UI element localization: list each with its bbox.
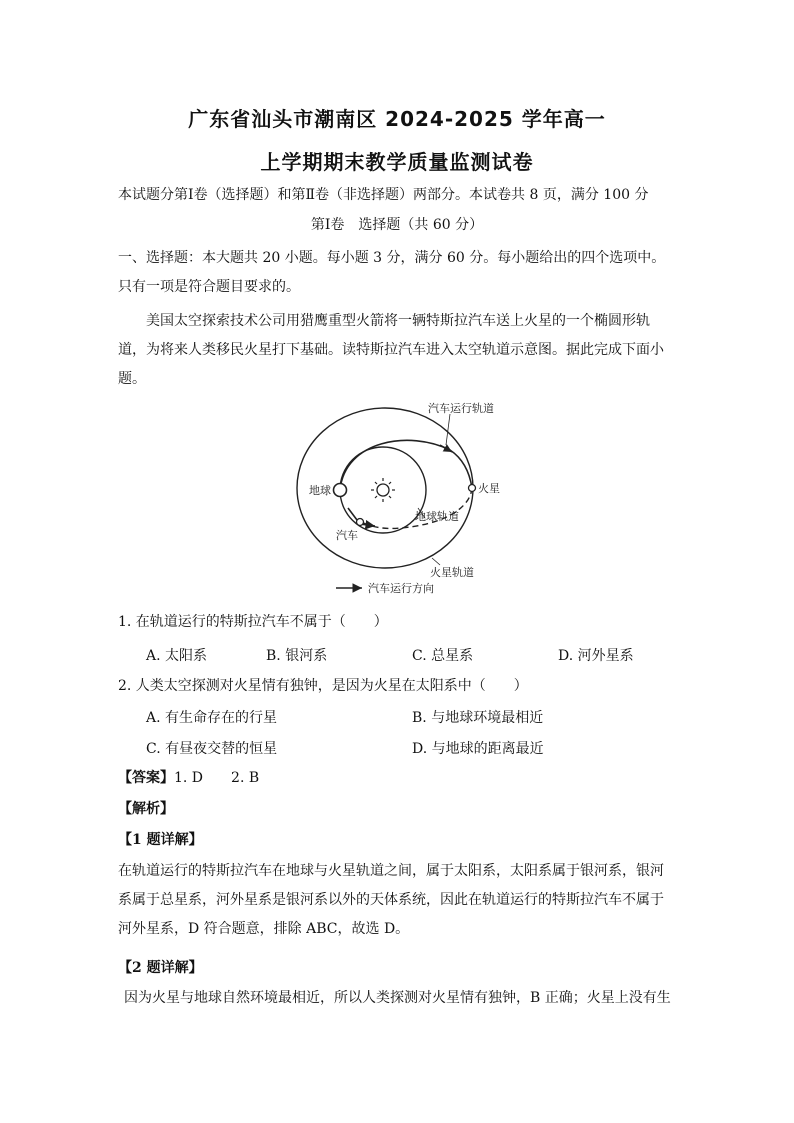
q2-option-d: D. 与地球的距离最近 xyxy=(412,741,544,757)
answer-text: 1. D 2. B xyxy=(174,770,260,786)
mars-orbit-label: 火星轨道 xyxy=(430,566,474,579)
car-orbit-arrow xyxy=(440,445,452,452)
car-orbit-label: 汽车运行轨道 xyxy=(428,402,494,415)
answer-label: 【答案】 xyxy=(118,770,174,786)
earth-label: 地球 xyxy=(309,484,331,497)
analysis-label: 【解析】 xyxy=(118,801,174,817)
mars-marker xyxy=(469,485,476,492)
q2-option-a: A. 有生命存在的行星 xyxy=(146,710,278,726)
earth-orbit-label: 地球轨道 xyxy=(415,510,459,523)
question-2-stem: 2. 人类太空探测对火星情有独钟，是因为火星在太阳系中（ ） xyxy=(118,678,528,694)
answer-row xyxy=(118,768,678,788)
car-marker xyxy=(357,519,364,526)
q1-detail-text: 在轨道运行的特斯拉汽车在地球与火星轨道之间，属于太阳系，太阳系属于银河系，银河系属于总星系，河外星系是银河系以外的天体系统，因此在轨道运行的特斯拉汽车不属于河外星系，D 符合题意，排除 ABC，故选 D。 xyxy=(118,863,664,937)
q1-option-c: C. 总星系 xyxy=(412,648,474,664)
question-1-stem: 1. 在轨道运行的特斯拉汽车不属于（ ） xyxy=(118,614,388,630)
sun-icon xyxy=(371,478,395,502)
instructions: 一、选择题：本大题共 20 小题。每小题 3 分，满分 60 分。每小题给出的四个选项中。只有一项是符合题目要求的。 xyxy=(118,250,666,295)
q2-option-b: B. 与地球环境最相近 xyxy=(412,710,544,726)
section-title: 第Ⅰ卷 选择题（共 60 分） xyxy=(310,217,484,233)
earth-marker xyxy=(334,484,347,497)
car-label: 汽车 xyxy=(336,529,358,542)
q2-detail-label: 【2 题详解】 xyxy=(118,960,203,976)
orbit-diagram xyxy=(290,400,520,600)
q1-option-d: D. 河外星系 xyxy=(558,648,634,664)
page-subtitle: 上学期期末教学质量监测试卷 xyxy=(260,150,534,174)
q2-detail-text: 因为火星与地球自然环境最相近，所以人类探测对火星情有独钟，B 正确；火星上没有生 xyxy=(124,990,671,1006)
exam-intro: 本试题分第Ⅰ卷（选择题）和第Ⅱ卷（非选择题）两部分。本试卷共 8 页，满分 100 分 xyxy=(118,187,649,203)
car-orbit-solid xyxy=(340,440,472,490)
legend-label: 汽车运行方向 xyxy=(368,582,434,595)
q1-detail-label: 【1 题详解】 xyxy=(118,832,203,848)
mars-label: 火星 xyxy=(478,482,500,495)
q1-option-a: A. 太阳系 xyxy=(146,648,208,664)
q2-option-c: C. 有昼夜交替的恒星 xyxy=(146,741,278,757)
page-title: 广东省汕头市潮南区 2024-2025 学年高一 xyxy=(188,107,606,131)
reading-passage: 美国太空探索技术公司用猎鹰重型火箭将一辆特斯拉汽车送上火星的一个椭圆形轨道，为将来人类移民火星打下基础。读特斯拉汽车进入太空轨道示意图。据此完成下面小题。 xyxy=(118,313,664,387)
q1-option-b: B. 银河系 xyxy=(266,648,328,664)
